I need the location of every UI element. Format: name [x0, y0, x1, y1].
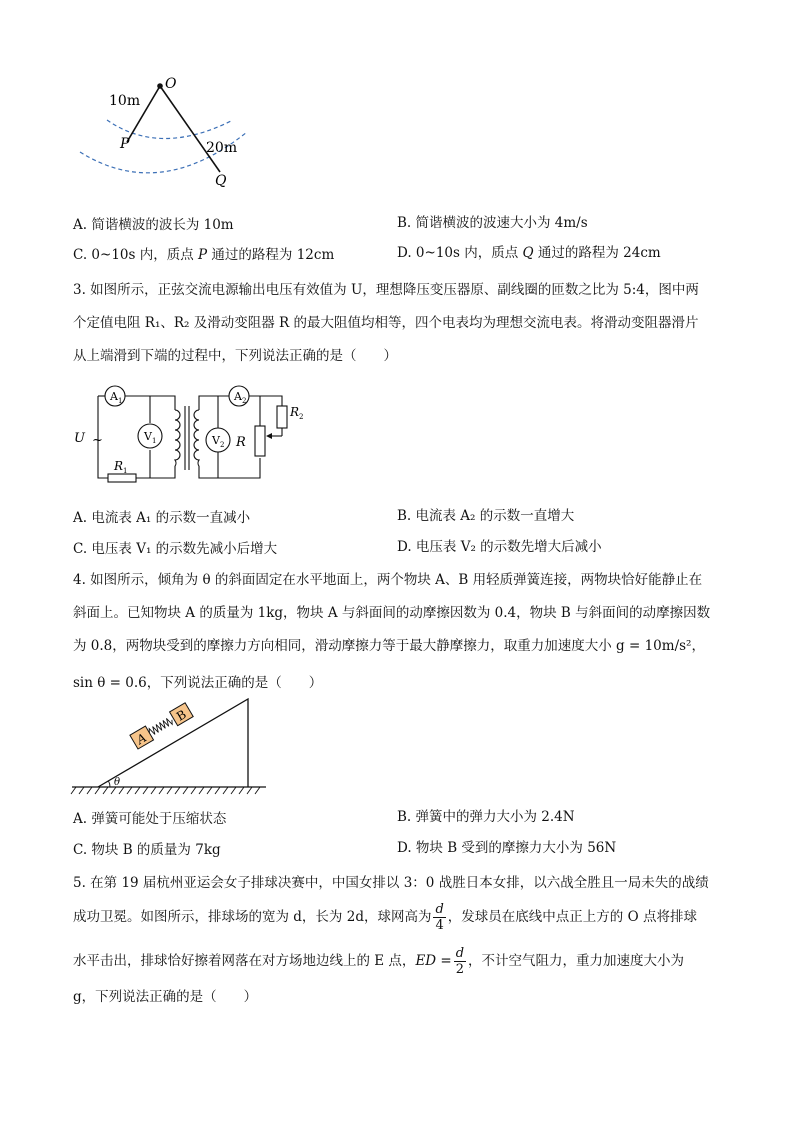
resistor-r1 — [108, 474, 136, 482]
q4-stem-line-4: sin θ = 0.6，下列说法正确的是（ ） — [73, 675, 323, 691]
q4-option-d[interactable]: D. 物块 B 受到的摩擦力大小为 56N — [397, 840, 617, 856]
r2-subscript: 2 — [299, 413, 304, 421]
theta-label: θ — [114, 777, 121, 788]
block-b-label: B — [174, 707, 189, 724]
frac2-numerator: d — [455, 946, 465, 961]
theta-arc — [109, 781, 111, 787]
q3-option-d[interactable]: D. 电压表 V₂ 的示数先增大后减小 — [397, 539, 602, 555]
q3-option-a[interactable]: A. 电流表 A₁ 的示数一直减小 — [73, 510, 251, 526]
a1-letter: A — [110, 390, 118, 403]
svg-text:R2 — [289, 405, 304, 421]
wave-source-figure — [75, 72, 275, 192]
a1-subscript: 1 — [117, 397, 123, 405]
r1-subscript: 1 — [123, 467, 128, 475]
v2-subscript: 2 — [219, 441, 225, 449]
svg-text:R1 — [113, 459, 128, 475]
a2-subscript: 2 — [241, 397, 247, 405]
v2-letter: V — [212, 434, 220, 447]
q2-option-d-var: Q — [522, 245, 534, 261]
block-a-label: A — [134, 730, 149, 747]
label-Q: Q — [215, 173, 227, 189]
label-10m: 10m — [109, 93, 141, 109]
q5-stem-line-1: 5. 在第 19 届杭州亚运会女子排球决赛中，中国女排以 3：0 战胜日本女排，以六战全胜且一局未失的战绩 — [73, 875, 709, 891]
segment-OQ — [160, 86, 220, 172]
q3-stem-line-2: 个定值电阻 R₁、R₂ 及滑动变阻器 R 的最大阻值均相等，四个电表均为理想交流电表。将滑动变阻器滑片 — [73, 315, 699, 331]
q2-option-a[interactable]: A. 简谐横波的波长为 10m — [73, 217, 234, 233]
incline-figure — [70, 693, 275, 803]
q5-stem-line-2 — [73, 900, 697, 934]
label-20m: 20m — [206, 140, 238, 156]
frac1-numerator: d — [435, 902, 444, 917]
q3-stem-line-3: 从上端滑到下端的过程中，下列说法正确的是（ ） — [73, 348, 397, 364]
q4-stem-line-2: 斜面上。已知物块 A 的质量为 1kg，物块 A 与斜面间的动摩擦因数为 0.4，物块 B 与斜面间的动摩擦因数 — [73, 605, 711, 621]
q2-option-c-post: 通过的路程为 12cm — [207, 247, 335, 263]
v1-letter: V — [144, 430, 152, 443]
q4-option-a[interactable]: A. 弹簧可能处于压缩状态 — [73, 811, 227, 827]
q2-option-c-var: P — [198, 247, 208, 263]
point-O — [157, 83, 163, 89]
q5-line3-pre: 水平击出，排球恰好擦着网落在对方场地边线上的 E 点， — [73, 953, 416, 969]
r-label: R — [236, 435, 246, 450]
frac2-denominator: 2 — [455, 962, 465, 977]
q4-option-c[interactable]: C. 物块 B 的质量为 7kg — [73, 842, 221, 858]
r2-letter: R — [290, 405, 300, 419]
q2-option-d-post: 通过的路程为 24cm — [533, 245, 661, 261]
r1-letter: R — [114, 459, 124, 473]
v1-subscript: 1 — [151, 437, 157, 445]
q2-option-d-pre: D. 0~10s 内，质点 — [397, 245, 523, 261]
ac-source-symbol: ~ — [92, 433, 103, 448]
label-P: P — [120, 136, 130, 152]
q2-option-c-pre: C. 0~10s 内，质点 — [73, 247, 199, 263]
transformer-circuit-figure — [70, 378, 320, 496]
frac1-denominator: 4 — [435, 918, 444, 933]
q4-stem-line-1: 4. 如图所示，倾角为 θ 的斜面固定在水平地面上，两个物块 A、B 用轻质弹簧连接，两物块恰好能静止在 — [73, 572, 703, 588]
q5-line2-pre: 成功卫冕。如图所示，排球场的宽为 d，长为 2d，球网高为 — [73, 909, 432, 925]
ed-equation: ED = — [415, 953, 452, 969]
net-height-fraction — [433, 902, 445, 933]
q4-option-b[interactable]: B. 弹簧中的弹力大小为 2.4N — [397, 809, 575, 825]
q5-stem-line-4: g，下列说法正确的是（ ） — [73, 989, 258, 1005]
q3-option-c[interactable]: C. 电压表 V₁ 的示数先减小后增大 — [73, 541, 278, 557]
q5-line3-post: ，不计空气阻力，重力加速度大小为 — [468, 953, 685, 969]
q3-option-b[interactable]: B. 电流表 A₂ 的示数一直增大 — [397, 508, 575, 524]
source-voltage-u: U — [74, 431, 85, 446]
q4-stem-line-3: 为 0.8，两物块受到的摩擦力方向相同，滑动摩擦力等于最大静摩擦力，取重力加速度大小 g = 10m/s²， — [73, 638, 705, 654]
q5-line2-post: ，发球员在底线中点正上方的 O 点将排球 — [447, 909, 697, 925]
spring — [147, 716, 173, 736]
q5-stem-line-3 — [73, 944, 684, 978]
q2-option-d[interactable] — [397, 243, 661, 263]
q3-stem-line-1: 3. 如图所示，正弦交流电源输出电压有效值为 U，理想降压变压器原、副线圈的匝数之比为 5:4，图中两 — [73, 282, 699, 298]
q2-option-b[interactable]: B. 简谐横波的波速大小为 4m/s — [397, 215, 588, 231]
ed-fraction — [454, 946, 466, 977]
a2-letter: A — [234, 390, 242, 403]
q2-option-c[interactable] — [73, 243, 334, 263]
label-O: O — [165, 76, 177, 92]
